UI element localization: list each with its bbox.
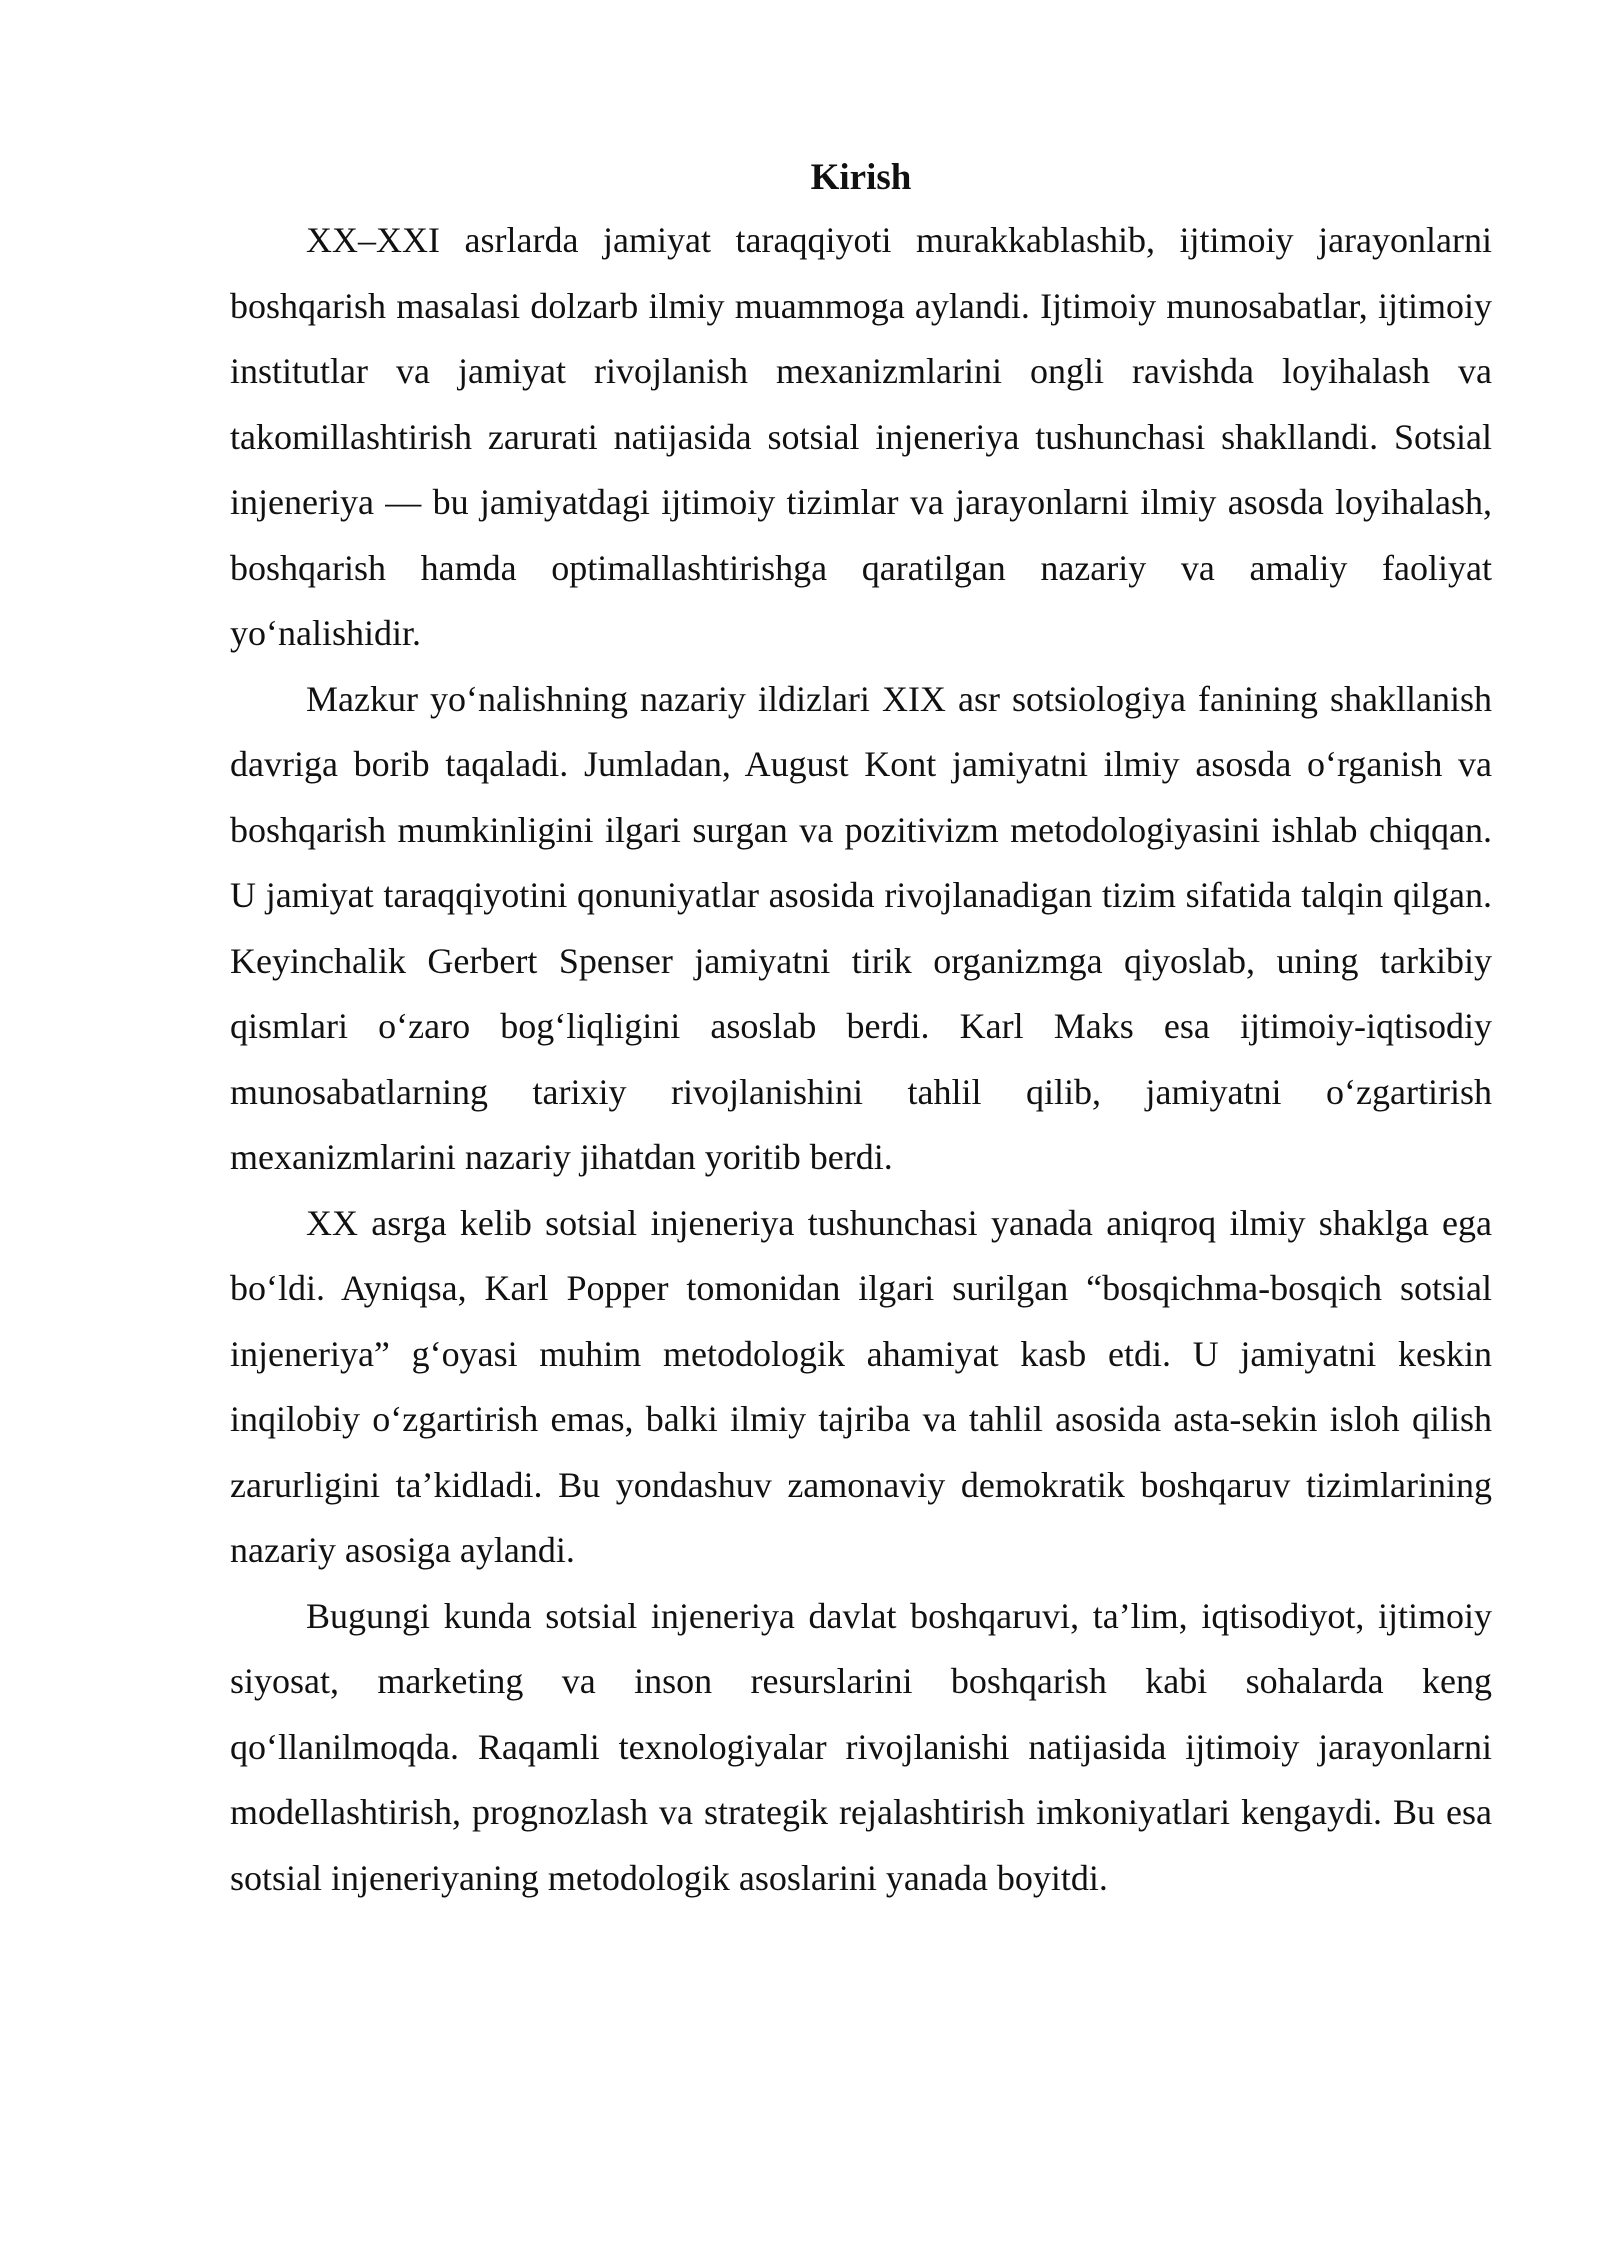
- paragraph-4: Bugungi kunda sotsial injeneriya davlat boshqaruvi, ta’lim, iqtisodiyot, ijtimoiy siyosat, marketing va inson resurslarini boshqarish kabi sohalarda keng qo‘llanilmoqda. Raqamli texnologiyalar rivojlanishi natijasida ijtimoiy jarayonlarni modellashtirish, prognozlash va strategik rejalashtirish imkoniyatlari kengaydi. Bu esa sotsial injeneriyaning metodologik asoslarini yanada boyitdi.: [230, 1595, 1492, 1898]
- document-page: [230, 148, 1492, 1911]
- paragraph-3: XX asrga kelib sotsial injeneriya tushunchasi yanada aniqroq ilmiy shaklga ega bo‘ldi. Ayniqsa, Karl Popper tomonidan ilgari surilgan “bosqichma-bosqich sotsial injeneriya” g‘oyasi muhim metodologik ahamiyat kasb etdi. U jamiyatni keskin inqilobiy o‘zgartirish emas, balki ilmiy tajriba va tahlil asosida asta-sekin isloh qilish zarurligini ta’kidladi. Bu yondashuv zamonaviy demokratik boshqaruv tizimlarining nazariy asosiga aylandi.: [230, 1202, 1492, 1570]
- paragraph-1: XX–XXI asrlarda jamiyat taraqqiyoti murakkablashib, ijtimoiy jarayonlarni boshqarish masalasi dolzarb ilmiy muammoga aylandi. Ijtimoiy munosabatlar, ijtimoiy institutlar va jamiyat rivojlanish mexanizmlarini ongli ravishda loyihalash va takomillashtirish zarurati natijasida sotsial injeneriya tushunchasi shakllandi. Sotsial injeneriya — bu jamiyatdagi ijtimoiy tizimlar va jarayonlarni ilmiy asosda loyihalash, boshqarish hamda optimallashtirishga qaratilgan nazariy va amaliy faoliyat yo‘nalishidir.: [230, 220, 1492, 653]
- paragraph-2: Mazkur yo‘nalishning nazariy ildizlari XIX asr sotsiologiya fanining shakllanish davriga borib taqaladi. Jumladan, August Kont jamiyatni ilmiy asosda o‘rganish va boshqarish mumkinligini ilgari surgan va pozitivizm metodologiyasini ishlab chiqqan. U jamiyat taraqqiyotini qonuniyatlar asosida rivojlanadigan tizim sifatida talqin qilgan. Keyinchalik Gerbert Spenser jamiyatni tirik organizmga qiyoslab, uning tarkibiy qismlari o‘zaro bog‘liqligini asoslab berdi. Karl Maks esa ijtimoiy-iqtisodiy munosabatlarning tarixiy rivojlanishini tahlil qilib, jamiyatni o‘zgartirish mexanizmlarini nazariy jihatdan yoritib berdi.: [230, 678, 1492, 1177]
- document-title: Kirish: [810, 157, 912, 198]
